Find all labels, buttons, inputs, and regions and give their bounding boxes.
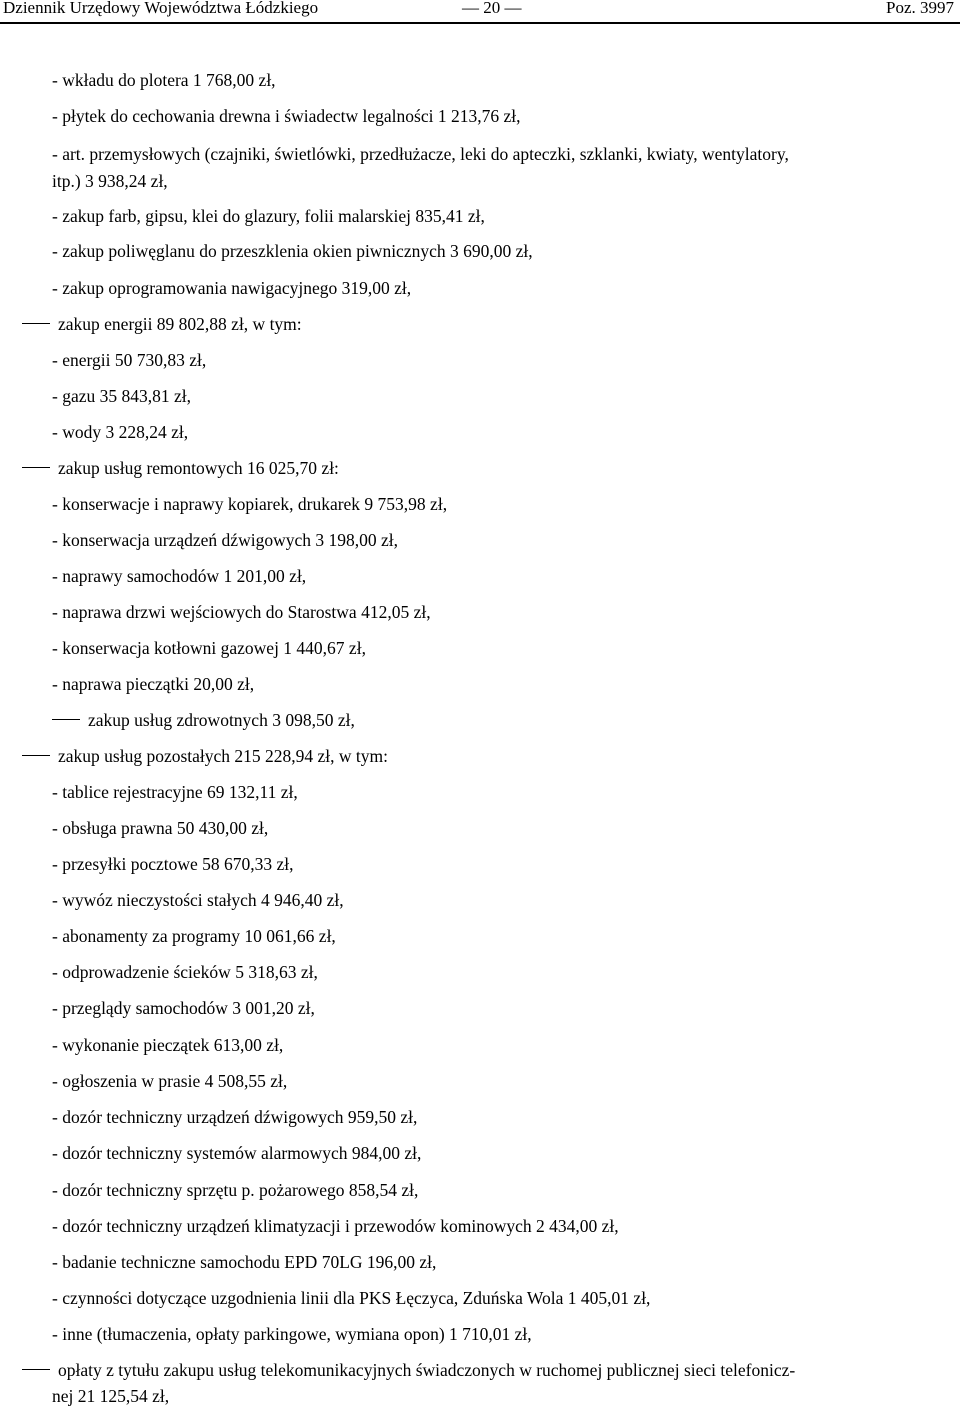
- list-item: - zakup farb, gipsu, klei do glazury, folii malarskiej 835,41 zł,: [52, 206, 485, 226]
- list-item: - inne (tłumaczenia, opłaty parkingowe, wymiana opon) 1 710,01 zł,: [52, 1324, 532, 1344]
- list-item: - konserwacje i naprawy kopiarek, drukarek 9 753,98 zł,: [52, 494, 448, 514]
- list-item: - naprawa pieczątki 20,00 zł,: [52, 674, 255, 694]
- list-item: - ogłoszenia w prasie 4 508,55 zł,: [52, 1071, 288, 1091]
- list-item: - przesyłki pocztowe 58 670,33 zł,: [52, 854, 294, 874]
- dash-marker: [22, 755, 50, 756]
- list-item: - obsługa prawna 50 430,00 zł,: [52, 818, 269, 838]
- list-item: - dozór techniczny sprzętu p. pożarowego 858,54 zł,: [52, 1180, 419, 1200]
- list-item: - wody 3 228,24 zł,: [52, 422, 189, 442]
- page-number: — 20 —: [462, 0, 522, 17]
- list-item: - zakup poliwęglanu do przeszklenia okien piwnicznych 3 690,00 zł,: [52, 241, 533, 261]
- list-item: - abonamenty za programy 10 061,66 zł,: [52, 926, 336, 946]
- list-item: - czynności dotyczące uzgodnienia linii dla PKS Łęczyca, Zduńska Wola 1 405,01 zł,: [52, 1288, 651, 1308]
- section-item: zakup usług pozostałych 215 228,94 zł, w tym:: [22, 745, 388, 767]
- list-item: - art. przemysłowych (czajniki, świetlówki, przedłużacze, leki do apteczki, szklanki, kwiaty, wentylatory,: [52, 144, 789, 164]
- page-header: [0, 0, 960, 24]
- list-item: - wkładu do plotera 1 768,00 zł,: [52, 70, 276, 90]
- list-item: - tablice rejestracyjne 69 132,11 zł,: [52, 782, 298, 802]
- header-divider: [0, 22, 960, 24]
- dash-marker: [22, 467, 50, 468]
- section-item-continuation: nej 21 125,54 zł,: [52, 1386, 170, 1406]
- list-item: - dozór techniczny urządzeń dźwigowych 959,50 zł,: [52, 1107, 418, 1127]
- list-item: - naprawa drzwi wejściowych do Starostwa 412,05 zł,: [52, 602, 431, 622]
- list-item: - konserwacja kotłowni gazowej 1 440,67 zł,: [52, 638, 366, 658]
- dash-marker: [52, 719, 80, 720]
- list-item: - zakup oprogramowania nawigacyjnego 319,00 zł,: [52, 278, 412, 298]
- section-item: opłaty z tytułu zakupu usług telekomunikacyjnych świadczonych w ruchomej publicznej sieci telefonicz-: [22, 1359, 795, 1381]
- list-item: - naprawy samochodów 1 201,00 zł,: [52, 566, 307, 586]
- list-item: - konserwacja urządzeń dźwigowych 3 198,00 zł,: [52, 530, 398, 550]
- section-item: zakup energii 89 802,88 zł, w tym:: [22, 313, 302, 335]
- list-item: - gazu 35 843,81 zł,: [52, 386, 191, 406]
- list-item: - badanie techniczne samochodu EPD 70LG 196,00 zł,: [52, 1252, 437, 1272]
- dash-marker: [22, 323, 50, 324]
- list-item: - przeglądy samochodów 3 001,20 zł,: [52, 998, 315, 1018]
- section-item: zakup usług zdrowotnych 3 098,50 zł,: [52, 709, 355, 731]
- list-item: - energii 50 730,83 zł,: [52, 350, 207, 370]
- list-item: - dozór techniczny urządzeń klimatyzacji i przewodów kominowych 2 434,00 zł,: [52, 1216, 619, 1236]
- list-item: - płytek do cechowania drewna i świadectw legalności 1 213,76 zł,: [52, 106, 521, 126]
- list-item: - wywóz nieczystości stałych 4 946,40 zł,: [52, 890, 344, 910]
- dash-marker: [22, 1369, 50, 1370]
- section-item: zakup usług remontowych 16 025,70 zł:: [22, 457, 339, 479]
- list-item: - wykonanie pieczątek 613,00 zł,: [52, 1035, 284, 1055]
- journal-title: Dziennik Urzędowy Województwa Łódzkiego: [3, 0, 319, 17]
- list-item-continuation: itp.) 3 938,24 zł,: [52, 171, 168, 191]
- list-item: - dozór techniczny systemów alarmowych 984,00 zł,: [52, 1143, 422, 1163]
- list-item: - odprowadzenie ścieków 5 318,63 zł,: [52, 962, 318, 982]
- position-number: Poz. 3997: [886, 0, 954, 17]
